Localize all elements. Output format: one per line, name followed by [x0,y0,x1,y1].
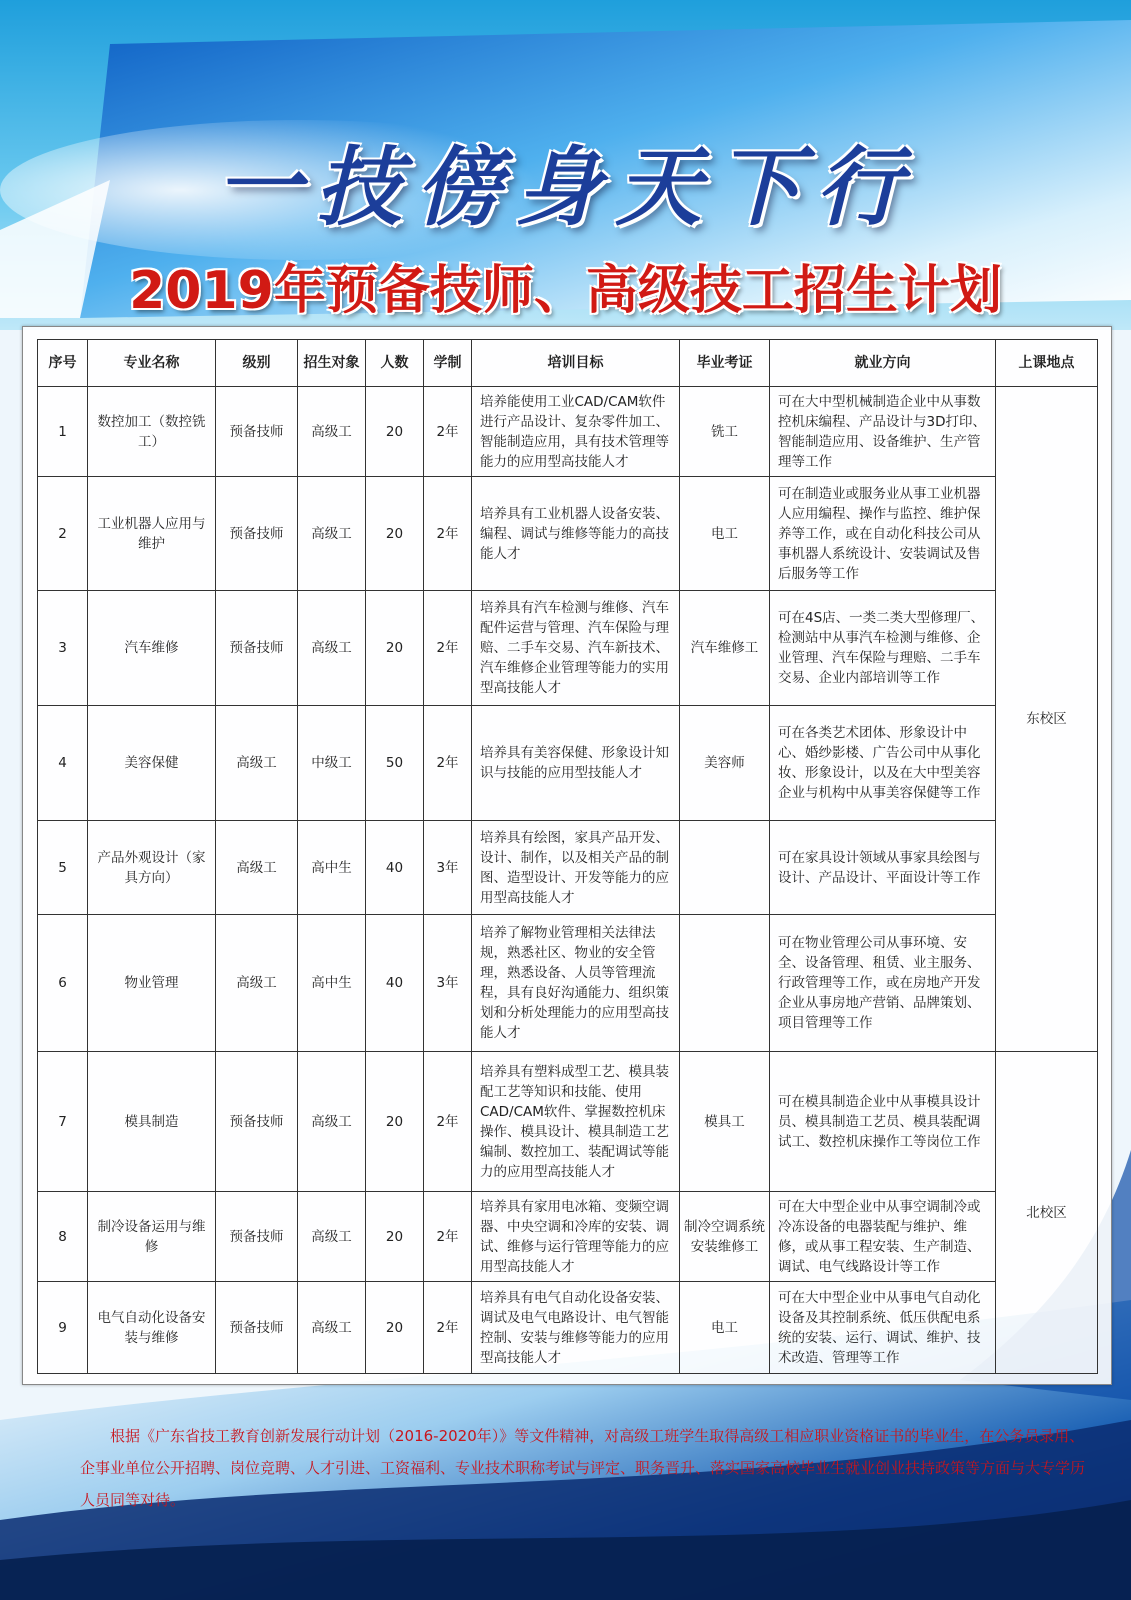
enroll-target: 中级工 [298,706,366,821]
study-years: 2年 [424,387,472,477]
graduation-cert: 汽车维修工 [680,591,770,706]
major-name: 美容保健 [88,706,216,821]
study-years: 2年 [424,706,472,821]
major-name: 工业机器人应用与维护 [88,477,216,591]
table-row [38,915,1098,1052]
enroll-target: 高级工 [298,387,366,477]
graduation-cert: 模具工 [680,1052,770,1192]
column-header: 就业方向 [770,340,996,387]
row-number: 2 [38,477,88,591]
level: 预备技师 [216,591,298,706]
graduation-cert [680,915,770,1052]
enroll-count: 20 [366,1052,424,1192]
enroll-count: 20 [366,1282,424,1374]
enroll-target: 高级工 [298,1192,366,1282]
column-header: 上课地点 [996,340,1098,387]
graduation-cert: 制冷空调系统安装维修工 [680,1192,770,1282]
row-number: 8 [38,1192,88,1282]
level: 预备技师 [216,387,298,477]
study-years: 2年 [424,591,472,706]
level: 高级工 [216,706,298,821]
enroll-count: 50 [366,706,424,821]
row-number: 1 [38,387,88,477]
table-row [38,706,1098,821]
enroll-count: 40 [366,821,424,915]
training-goal: 培养具有美容保健、形象设计知识与技能的应用型技能人才 [472,706,680,821]
table-row [38,1192,1098,1282]
column-header: 毕业考证 [680,340,770,387]
row-number: 6 [38,915,88,1052]
training-goal: 培养具有家用电冰箱、变频空调器、中央空调和冷库的安装、调试、维修与运行管理等能力的应用型高技能人才 [472,1192,680,1282]
level: 预备技师 [216,1192,298,1282]
major-name: 汽车维修 [88,591,216,706]
policy-note: 根据《广东省技工教育创新发展行动计划（2016-2020年）》等文件精神，对高级工班学生取得高级工相应职业资格证书的毕业生，在公务员录用、企事业单位公开招聘、岗位竞聘、人才引进、工资福利、专业技术职称考试与评定、职务晋升、落实国家高校毕业生就业创业扶持政策等方面与大专学历人员同等对待。 [80,1427,1086,1509]
graduation-cert: 铣工 [680,387,770,477]
row-number: 4 [38,706,88,821]
column-header: 学制 [424,340,472,387]
training-goal: 培养具有塑料成型工艺、模具装配工艺等知识和技能、使用CAD/CAM软件、掌握数控机床操作、模具设计、模具制造工艺编制、数控加工、装配调试等能力的应用型高技能人才 [472,1052,680,1192]
graduation-cert: 电工 [680,477,770,591]
table-row [38,387,1098,477]
study-years: 3年 [424,915,472,1052]
major-name: 数控加工（数控铣工） [88,387,216,477]
career-direction: 可在各类艺术团体、形象设计中心、婚纱影楼、广告公司中从事化妆、形象设计，以及在大中型美容企业与机构中从事美容保健等工作 [770,706,996,821]
column-header: 招生对象 [298,340,366,387]
graduation-cert: 电工 [680,1282,770,1374]
study-years: 2年 [424,1192,472,1282]
level: 预备技师 [216,477,298,591]
enroll-count: 20 [366,477,424,591]
enroll-target: 高中生 [298,915,366,1052]
enroll-count: 20 [366,1192,424,1282]
table-header-row [38,340,1098,387]
enroll-target: 高级工 [298,1282,366,1374]
major-name: 产品外观设计（家具方向） [88,821,216,915]
training-goal: 培养具有工业机器人设备安装、编程、调试与维修等能力的高技能人才 [472,477,680,591]
table-row [38,1052,1098,1192]
graduation-cert: 美容师 [680,706,770,821]
enroll-target: 高级工 [298,591,366,706]
career-direction: 可在大中型企业中从事空调制冷或冷冻设备的电器装配与维护、维修，或从事工程安装、生产制造、调试、电气线路设计等工作 [770,1192,996,1282]
enroll-count: 20 [366,591,424,706]
major-name: 物业管理 [88,915,216,1052]
training-goal: 培养具有绘图，家具产品开发、设计、制作，以及相关产品的制图、造型设计、开发等能力的应用型高技能人才 [472,821,680,915]
career-direction: 可在物业管理公司从事环境、安全、设备管理、租赁、业主服务、行政管理等工作，或在房地产开发企业从事房地产营销、品牌策划、项目管理等工作 [770,915,996,1052]
column-header: 序号 [38,340,88,387]
campus-cell-north: 北校区 [996,1052,1098,1374]
table-row [38,591,1098,706]
row-number: 3 [38,591,88,706]
career-direction: 可在家具设计领域从事家具绘图与设计、产品设计、平面设计等工作 [770,821,996,915]
enrollment-table [37,339,1098,1374]
enroll-target: 高中生 [298,821,366,915]
major-name: 电气自动化设备安装与维修 [88,1282,216,1374]
column-header: 级别 [216,340,298,387]
training-goal: 培养了解物业管理相关法律法规，熟悉社区、物业的安全管理，熟悉设备、人员等管理流程，具有良好沟通能力、组织策划和分析处理能力的应用型高技能人才 [472,915,680,1052]
career-direction: 可在模具制造企业中从事模具设计员、模具制造工艺员、模具装配调试工、数控机床操作工等岗位工作 [770,1052,996,1192]
enrollment-table-panel [22,326,1112,1385]
row-number: 9 [38,1282,88,1374]
level: 高级工 [216,821,298,915]
training-goal: 培养具有电气自动化设备安装、调试及电气电路设计、电气智能控制、安装与维修等能力的应用型高技能人才 [472,1282,680,1374]
enroll-count: 20 [366,387,424,477]
study-years: 3年 [424,821,472,915]
page-title: 2019年预备技师、高级技工招生计划 [129,261,1002,321]
career-direction: 可在大中型机械制造企业中从事数控机床编程、产品设计与3D打印、智能制造应用、设备维护、生产管理等工作 [770,387,996,477]
major-name: 制冷设备运用与维修 [88,1192,216,1282]
enroll-count: 40 [366,915,424,1052]
slogan-heading: 一技傍身天下行 [215,138,916,238]
career-direction: 可在4S店、一类二类大型修理厂、检测站中从事汽车检测与维修、企业管理、汽车保险与理赔、二手车交易、企业内部培训等工作 [770,591,996,706]
major-name: 模具制造 [88,1052,216,1192]
career-direction: 可在制造业或服务业从事工业机器人应用编程、操作与监控、维护保养等工作，或在自动化科技公司从事机器人系统设计、安装调试及售后服务等工作 [770,477,996,591]
table-row [38,477,1098,591]
enroll-target: 高级工 [298,477,366,591]
study-years: 2年 [424,477,472,591]
table-row [38,1282,1098,1374]
career-direction: 可在大中型企业中从事电气自动化设备及其控制系统、低压供配电系统的安装、运行、调试、维护、技术改造、管理等工作 [770,1282,996,1374]
table-row [38,821,1098,915]
graduation-cert [680,821,770,915]
column-header: 培训目标 [472,340,680,387]
study-years: 2年 [424,1282,472,1374]
row-number: 5 [38,821,88,915]
level: 高级工 [216,915,298,1052]
level: 预备技师 [216,1052,298,1192]
study-years: 2年 [424,1052,472,1192]
column-header: 专业名称 [88,340,216,387]
level: 预备技师 [216,1282,298,1374]
enroll-target: 高级工 [298,1052,366,1192]
training-goal: 培养能使用工业CAD/CAM软件进行产品设计、复杂零件加工、智能制造应用，具有技术管理等能力的应用型高技能人才 [472,387,680,477]
row-number: 7 [38,1052,88,1192]
column-header: 人数 [366,340,424,387]
campus-cell-east: 东校区 [996,387,1098,1052]
training-goal: 培养具有汽车检测与维修、汽车配件运营与管理、汽车保险与理赔、二手车交易、汽车新技术、汽车维修企业管理等能力的实用型高技能人才 [472,591,680,706]
